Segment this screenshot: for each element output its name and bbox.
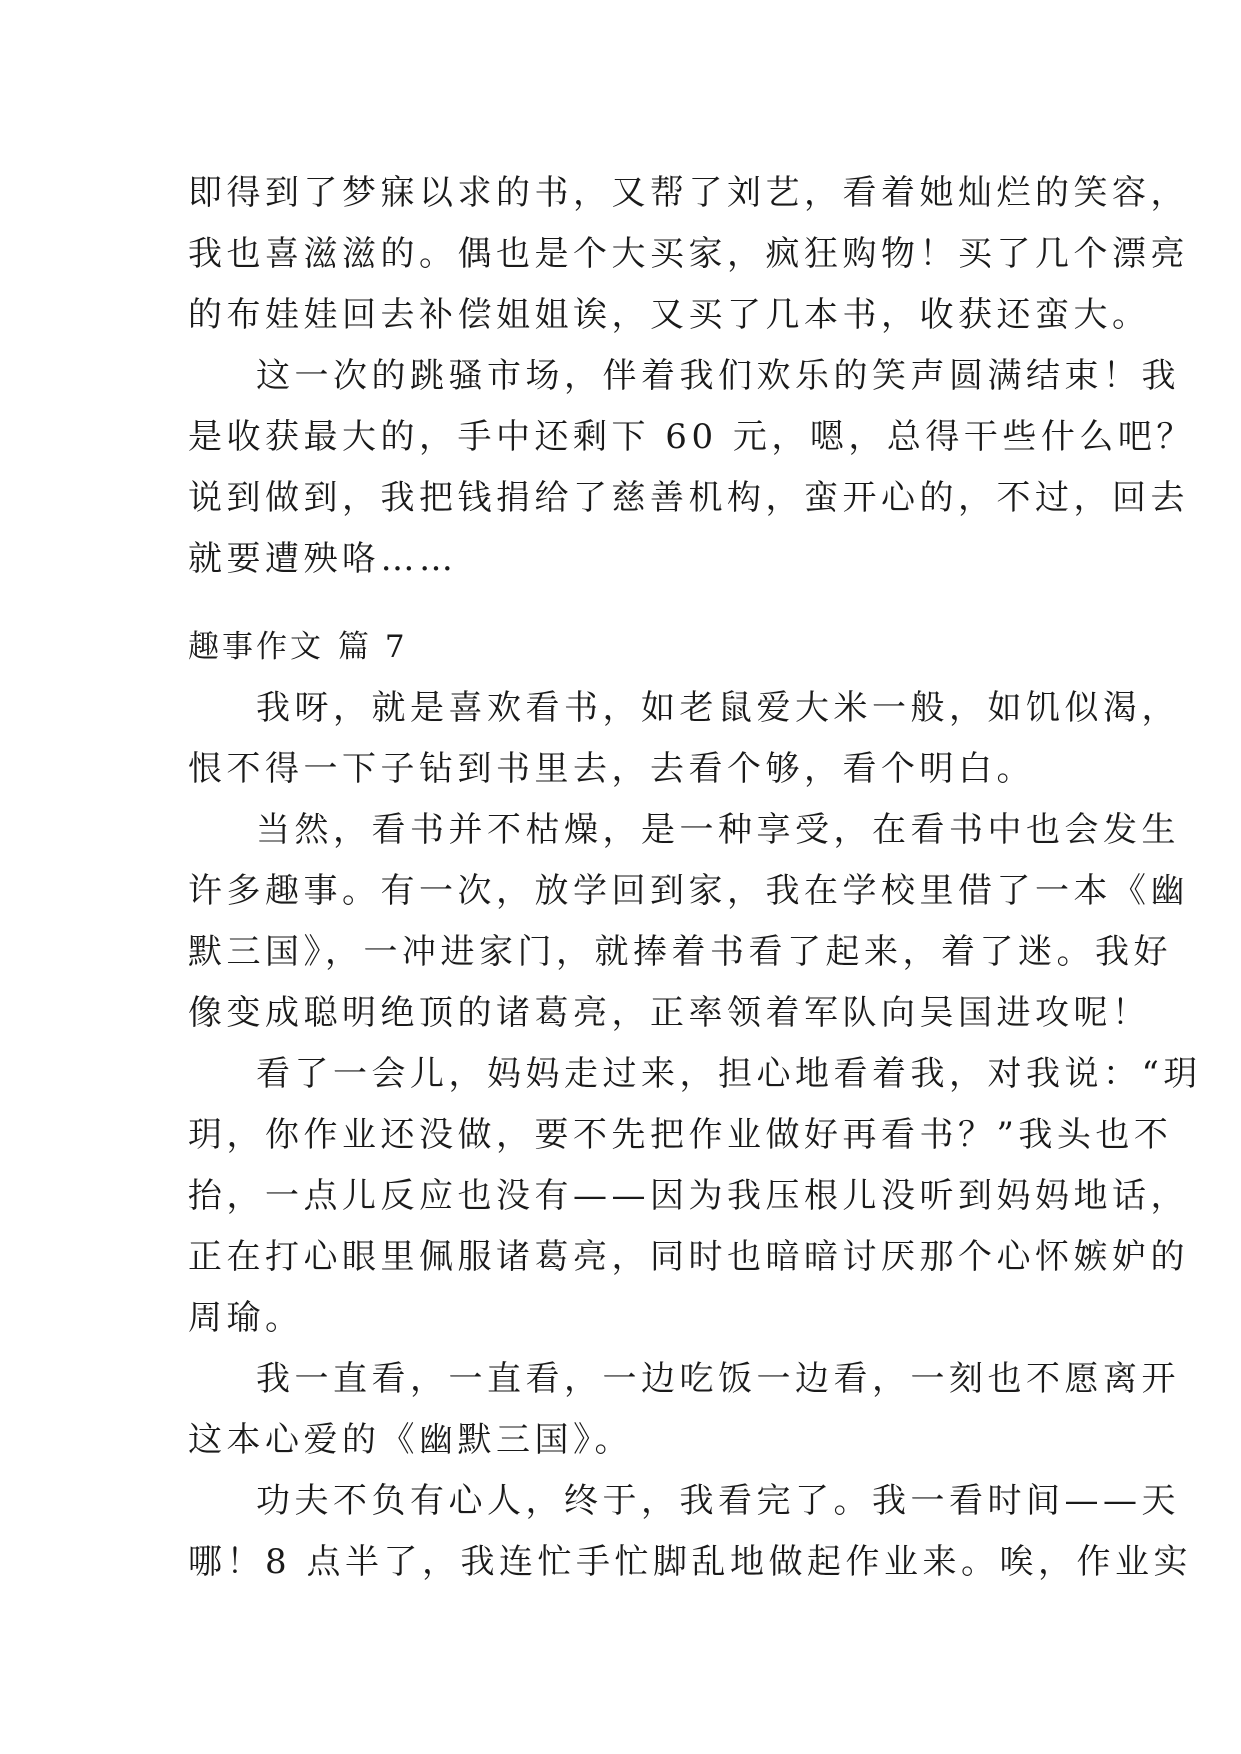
paragraph-line: 恨不得一下子钻到书里去，去看个够，看个明白。 bbox=[188, 749, 1035, 789]
paragraph-line: 的布娃娃回去补偿姐姐诶，又买了几本书，收获还蛮大。 bbox=[188, 295, 1151, 335]
section-heading bbox=[188, 627, 408, 667]
paragraph-line: 即得到了梦寐以求的书，又帮了刘艺，看着她灿烂的笑容， bbox=[188, 173, 1189, 213]
paragraph-line: 许多趣事。有一次，放学回到家，我在学校里借了一本《幽 bbox=[188, 871, 1189, 911]
paragraph-line: 像变成聪明绝顶的诸葛亮，正率领着军队向吴国进攻呢！ bbox=[188, 993, 1151, 1033]
paragraph-line: 看了一会儿，妈妈走过来，担心地看着我，对我说：“玥 bbox=[256, 1054, 1202, 1094]
paragraph-line: 当然，看书并不枯燥，是一种享受，在看书中也会发生 bbox=[256, 810, 1180, 850]
paragraph-line: 说到做到，我把钱捐给了慈善机构，蛮开心的，不过，回去 bbox=[188, 478, 1189, 518]
paragraph-line: 我一直看，一直看，一边吃饭一边看，一刻也不愿离开 bbox=[256, 1359, 1180, 1399]
paragraph-line: 玥，你作业还没做，要不先把作业做好再看书？”我头也不 bbox=[188, 1115, 1173, 1155]
paragraph-line: 正在打心眼里佩服诸葛亮，同时也暗暗讨厌那个心怀嫉妒的 bbox=[188, 1237, 1189, 1277]
paragraph-line: 周瑜。 bbox=[188, 1298, 304, 1338]
paragraph-line: 哪！8 点半了，我连忙手忙脚乱地做起作业来。唉，作业实 bbox=[188, 1542, 1192, 1582]
section-1-body bbox=[188, 163, 1195, 590]
paragraph-line: 是收获最大的，手中还剩下 60 元，嗯，总得干些什么吧？ bbox=[188, 417, 1195, 457]
heading-number: 篇 7 bbox=[338, 629, 408, 665]
paragraph-line: 抬，一点儿反应也没有——因为我压根儿没听到妈妈地话， bbox=[188, 1176, 1189, 1216]
paragraph-line: 默三国》，一冲进家门，就捧着书看了起来，着了迷。我好 bbox=[188, 932, 1172, 972]
paragraph-line: 这一次的跳骚市场，伴着我们欢乐的笑声圆满结束！我 bbox=[256, 356, 1180, 396]
paragraph-line: 这本心爱的《幽默三国》。 bbox=[188, 1420, 633, 1460]
paragraph-line: 我也喜滋滋的。偶也是个大买家，疯狂购物！买了几个漂亮 bbox=[188, 234, 1189, 274]
paragraph-line: 功夫不负有心人，终于，我看完了。我一看时间——天 bbox=[256, 1481, 1180, 1521]
paragraph-line: 我呀，就是喜欢看书，如老鼠爱大米一般，如饥似渴， bbox=[256, 688, 1180, 728]
paragraph-line: 就要遭殃咯…… bbox=[188, 539, 458, 579]
heading-title: 趣事作文 bbox=[188, 629, 324, 665]
section-2-body bbox=[188, 678, 1202, 1593]
